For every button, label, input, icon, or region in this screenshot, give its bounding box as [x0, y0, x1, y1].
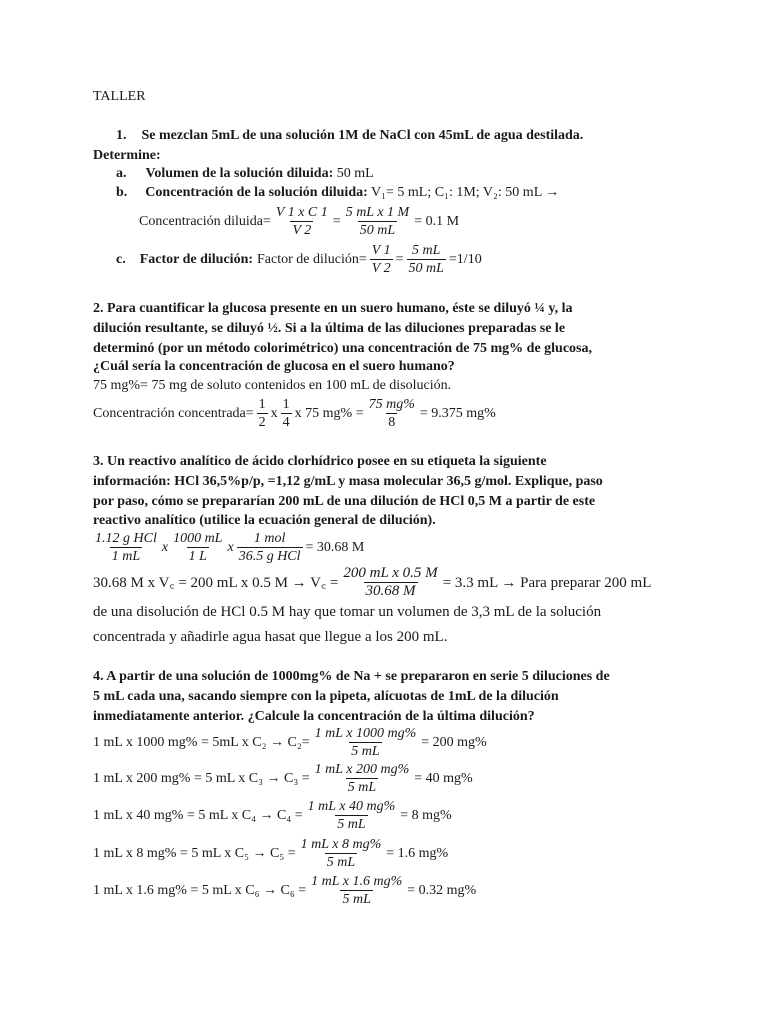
q1-a-marker: a. [116, 166, 127, 181]
q4-line-1: 4. A partir de una solución de 1000mg% de Na + se prepararon en serie 5 diluciones de [93, 669, 610, 684]
q1-a-label: Volumen de la solución diluida: [145, 166, 334, 181]
q1-b-fraction-2: $\frac{\text{5 mL x 1 M}}{50 mL}$ [345, 205, 410, 238]
q4-step-3: 1 mL x 40 mg% = 5 mL x C₄ → C₄ = $\frac{\text{1 mL x 40 mg\%}}{5 mL}$ = 8 mg% [93, 799, 452, 832]
q4-step-1: 1 mL x 1000 mg% = 5mL x C₂ → C₂= $\frac{\text{1 mL x 1000 mg\%}}{5 mL}$ = 200 mg% [93, 726, 487, 759]
q1-item-b [116, 183, 559, 203]
q3-fraction-3: $\frac{\text{1 mol}}{\text{36.5 g HCl}}$ [238, 531, 301, 564]
q3-line-4: reactivo analítico (utilice la ecuación general de dilución). [93, 513, 436, 528]
q2-line-1: 2. Para cuantificar la glucosa presente en un suero humano, éste se diluyó ¼ y, la [93, 301, 573, 316]
q1-c-fraction-2: $\frac{5 mL}{50 mL}$ [408, 243, 444, 276]
q3-result-1: = 30.68 M [305, 539, 365, 555]
q2-line-4: ¿Cuál sería la concentración de glucosa en el suero humano? [93, 359, 455, 374]
q1-b-result: = 0.1 M [414, 213, 460, 229]
q4-step-4-fraction: $\frac{\text{1 mL x 8 mg\%}}{5 mL}$ [300, 837, 382, 870]
q1-item-a [116, 164, 374, 184]
q2-equation: Concentración concentrada= $\frac{1}{2}$ x $\frac{1}{4}$ x 75 mg% = $\frac{75 mg\%}{8}$ = 9.375 mg% [93, 397, 496, 430]
q3-fraction-1: $\frac{\text{1.12 g HCl}}{1 mL}$ [95, 531, 157, 564]
q4-line-3: inmediatamente anterior. ¿Calcule la concentración de la última dilución? [93, 709, 535, 724]
q1-c-result: =1/10 [448, 251, 482, 267]
q1-text: Se mezclan 5mL de una solución 1M de NaCl con 45mL de agua destilada. [141, 128, 584, 143]
q4-step-5-fraction: $\frac{\text{1 mL x 1.6 mg\%}}{5 mL}$ [311, 874, 403, 907]
q3-tail-line-1: de una disolución de HCl 0.5 M hay que tomar un volumen de 3,3 mL de la solución [93, 604, 602, 620]
q4-line-2: 5 mL cada una, sacando siempre con la pipeta, alícuotas de 1mL de la dilución [93, 689, 559, 704]
q2-answer-line: 75 mg%= 75 mg de soluto contenidos en 100 mL de disolución. [93, 378, 452, 393]
q3-equation-2 [93, 566, 651, 599]
q4-step-1-fraction: $\frac{\text{1 mL x 1000 mg\%}}{5 mL}$ [314, 726, 417, 759]
q4-step-3-fraction: $\frac{\text{1 mL x 40 mg\%}}{5 mL}$ [307, 799, 396, 832]
q1-b-label: Concentración de la solución diluida: [145, 185, 368, 200]
q2-result: = 9.375 mg% [419, 405, 496, 421]
q1-a-value: 50 mL [333, 166, 374, 181]
q2-line-2: dilución resultante, se diluyó ½. Si a la última de las diluciones preparadas se le [93, 321, 566, 336]
q1-item-c: c. Factor de dilución: Factor de dilución= $\frac{V 1}{V 2}$ = $\frac{5 mL}{50 mL}$ =1/10 [116, 243, 482, 276]
q1-c-marker: c. [116, 251, 126, 267]
q3-tail-line-2: concentrada y añadirle agua hasat que llegue a los 200 mL. [93, 629, 448, 645]
page-title: TALLER [93, 89, 146, 104]
q3-fraction-4: $\frac{\text{200 mL x 0.5 M}}{30.68 M}$ [343, 565, 438, 599]
q1-b-value: V₁= 5 mL; C₁: 1M; V₂: 50 mL → [367, 185, 560, 200]
q3-eq2-prefix: 30.68 M x V꜀ = 200 mL x 0.5 M → V꜀ = [93, 574, 339, 591]
q3-fraction-2: $\frac{1000 mL}{1 L}$ [173, 531, 223, 564]
q3-line-2: información: HCl 36,5%p/p, =1,12 g/mL y masa molecular 36,5 g/mol. Explique, paso [93, 474, 603, 489]
q4-step-2: 1 mL x 200 mg% = 5 mL x C₃ → C₃ = $\frac{\text{1 mL x 200 mg\%}}{5 mL}$ = 40 mg% [93, 762, 473, 795]
q1-b-eq-prefix: Concentración diluida= [139, 213, 271, 229]
q1-c-fraction-1: $\frac{V 1}{V 2}$ [371, 243, 391, 276]
q1-c-label: Factor de dilución: [139, 251, 254, 267]
q2-fraction-1: $\frac{1}{2}$ [258, 397, 266, 430]
q3-eq2-suffix: = 3.3 mL → Para preparar 200 mL [442, 574, 652, 591]
q1-b-equation: Concentración diluida= $\frac{\text{V 1 x C 1}}{V 2}$ = $\frac{\text{5 mL x 1 M}}{50 mL}$ = 0.1 M [139, 205, 460, 238]
q1-b-marker: b. [116, 185, 128, 200]
q3-equation-1: $\frac{\text{1.12 g HCl}}{1 mL}$ x $\frac{1000 mL}{1 L}$ x $\frac{\text{1 mol}}{\text{36.5 g HCl}}$ = 30.68 M [95, 531, 365, 564]
q4-step-5: 1 mL x 1.6 mg% = 5 mL x C₆ → C₆ = $\frac{\text{1 mL x 1.6 mg\%}}{5 mL}$ = 0.32 mg% [93, 874, 477, 907]
q4-step-2-fraction: $\frac{\text{1 mL x 200 mg\%}}{5 mL}$ [314, 762, 410, 795]
q1-determine: Determine: [93, 148, 161, 163]
q3-line-1: 3. Un reactivo analítico de ácido clorhídrico posee en su etiqueta la siguiente [93, 454, 547, 469]
q1-c-eq-prefix: Factor de dilución= [257, 251, 367, 267]
q2-fraction-3: $\frac{75 mg\%}{8}$ [368, 397, 415, 430]
q1-number: 1. [116, 128, 127, 143]
q1-b-fraction-1: $\frac{\text{V 1 x C 1}}{V 2}$ [275, 205, 328, 238]
q2-mid: x 75 mg% = [294, 405, 364, 421]
q2-fraction-2: $\frac{1}{4}$ [282, 397, 290, 430]
q2-line-3: determinó (por un método colorimétrico) una concentración de 75 mg% de glucosa, [93, 341, 593, 356]
q1-statement [116, 126, 583, 146]
q2-eq-prefix: Concentración concentrada= [93, 405, 254, 421]
q3-line-3: por paso, cómo se prepararían 200 mL de una dilución de HCl 0,5 M a partir de este [93, 494, 596, 509]
q4-step-4: 1 mL x 8 mg% = 5 mL x C₅ → C₅ = $\frac{\text{1 mL x 8 mg\%}}{5 mL}$ = 1.6 mg% [93, 837, 449, 870]
